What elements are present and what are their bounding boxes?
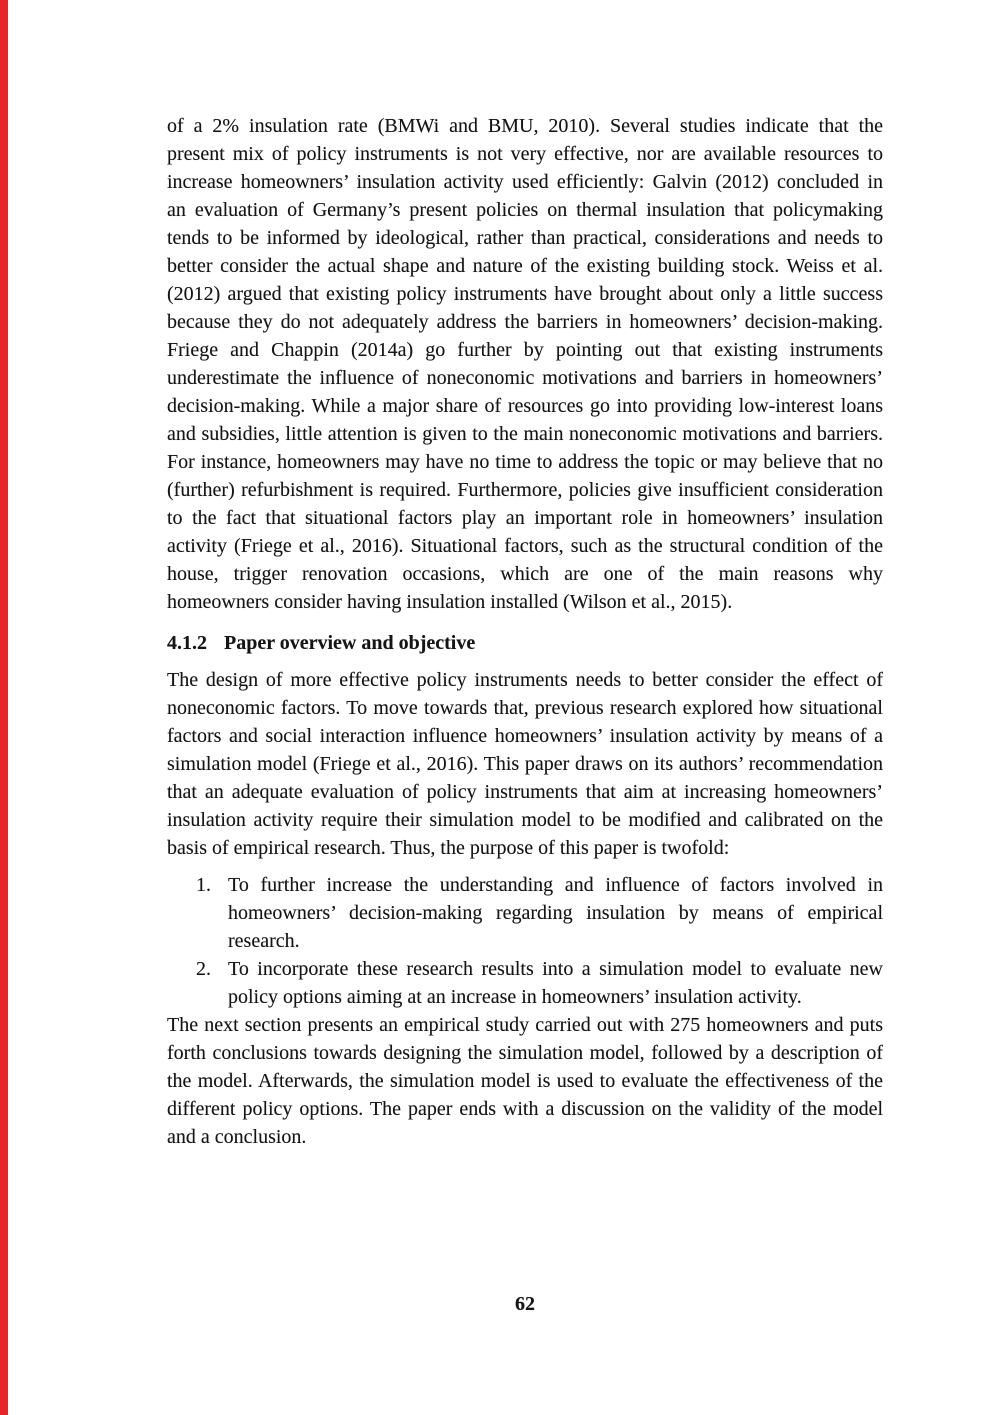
list-item: [167, 871, 883, 955]
text-line: insulation activity require their simulation model to be modified and calibrated on the: [167, 809, 883, 831]
text-line: To incorporate these research results into a simulation model to evaluate new: [228, 958, 883, 980]
text-line: noneconomic factors. To move towards that, previous research explored how situational: [167, 697, 883, 719]
paragraph-intro: [167, 112, 883, 616]
text-line: underestimate the influence of noneconomic motivations and barriers in homeowners’: [167, 367, 883, 389]
text-line: factors and social interaction influence homeowners’ insulation activity by means of a: [167, 725, 883, 747]
section-heading-number: 4.1.2: [167, 632, 207, 654]
scan-edge-stripe: [0, 0, 8, 1415]
text-line: of a 2% insulation rate (BMWi and BMU, 2010). Several studies indicate that the: [167, 115, 883, 137]
text-line: the model. Afterwards, the simulation model is used to evaluate the effectiveness of the: [167, 1070, 883, 1092]
list-item-text: [228, 955, 883, 1011]
text-line: (2012) argued that existing policy instruments have brought about only a little success: [167, 283, 883, 305]
text-line: Friege and Chappin (2014a) go further by pointing out that existing instruments: [167, 339, 883, 361]
text-line: homeowners consider having insulation installed (Wilson et al., 2015).: [167, 591, 733, 613]
text-line: house, trigger renovation occasions, which are one of the main reasons why: [167, 563, 883, 585]
text-line: The design of more effective policy instruments needs to better consider the effect of: [167, 669, 883, 691]
text-line: that an adequate evaluation of policy instruments that aim at increasing homeowners’: [167, 781, 883, 803]
text-line: tends to be informed by ideological, rather than practical, considerations and needs to: [167, 227, 883, 249]
numbered-list: [167, 871, 883, 1011]
page-number: 62: [515, 1293, 535, 1315]
section-heading-title: Paper overview and objective: [224, 632, 476, 654]
text-line: better consider the actual shape and nature of the existing building stock. Weiss et al.: [167, 255, 883, 277]
text-line: homeowners’ decision-making regarding insulation by means of empirical: [228, 902, 883, 924]
text-line: (further) refurbishment is required. Furthermore, policies give insufficient consideration: [167, 479, 883, 501]
text-line: present mix of policy instruments is not very effective, nor are available resources to: [167, 143, 883, 165]
text-line: to the fact that situational factors play an important role in homeowners’ insulation: [167, 507, 883, 529]
text-line: policy options aiming at an increase in homeowners’ insulation activity.: [228, 986, 802, 1008]
text-line: an evaluation of Germany’s present policies on thermal insulation that policymaking: [167, 199, 883, 221]
text-line: simulation model (Friege et al., 2016). This paper draws on its authors’ recommendation: [167, 753, 883, 775]
text-line: different policy options. The paper ends with a discussion on the validity of the model: [167, 1098, 883, 1120]
list-item-text: [228, 871, 883, 955]
list-item-number: 1.: [196, 874, 211, 896]
text-column: [167, 0, 883, 1151]
text-line: decision-making. While a major share of resources go into providing low-interest loans: [167, 395, 883, 417]
text-line: increase homeowners’ insulation activity used efficiently: Galvin (2012) concluded in: [167, 171, 883, 193]
text-line: because they do not adequately address the barriers in homeowners’ decision-making.: [167, 311, 883, 333]
list-item-number: 2.: [196, 958, 211, 980]
paragraph-design: [167, 666, 883, 862]
text-line: forth conclusions towards designing the simulation model, followed by a description of: [167, 1042, 883, 1064]
text-line: research.: [228, 930, 300, 952]
list-item: [167, 955, 883, 1011]
text-line: and a conclusion.: [167, 1126, 307, 1148]
text-line: activity (Friege et al., 2016). Situational factors, such as the structural condition of the: [167, 535, 883, 557]
text-line: basis of empirical research. Thus, the purpose of this paper is twofold:: [167, 837, 730, 859]
paragraph-outline: [167, 1011, 883, 1151]
text-line: The next section presents an empirical study carried out with 275 homeowners and puts: [167, 1014, 883, 1036]
text-line: and subsidies, little attention is given to the main noneconomic motivations and barriers.: [167, 423, 883, 445]
text-line: For instance, homeowners may have no time to address the topic or may believe that no: [167, 451, 883, 473]
text-line: To further increase the understanding and influence of factors involved in: [228, 874, 883, 896]
section-heading: [167, 629, 883, 657]
